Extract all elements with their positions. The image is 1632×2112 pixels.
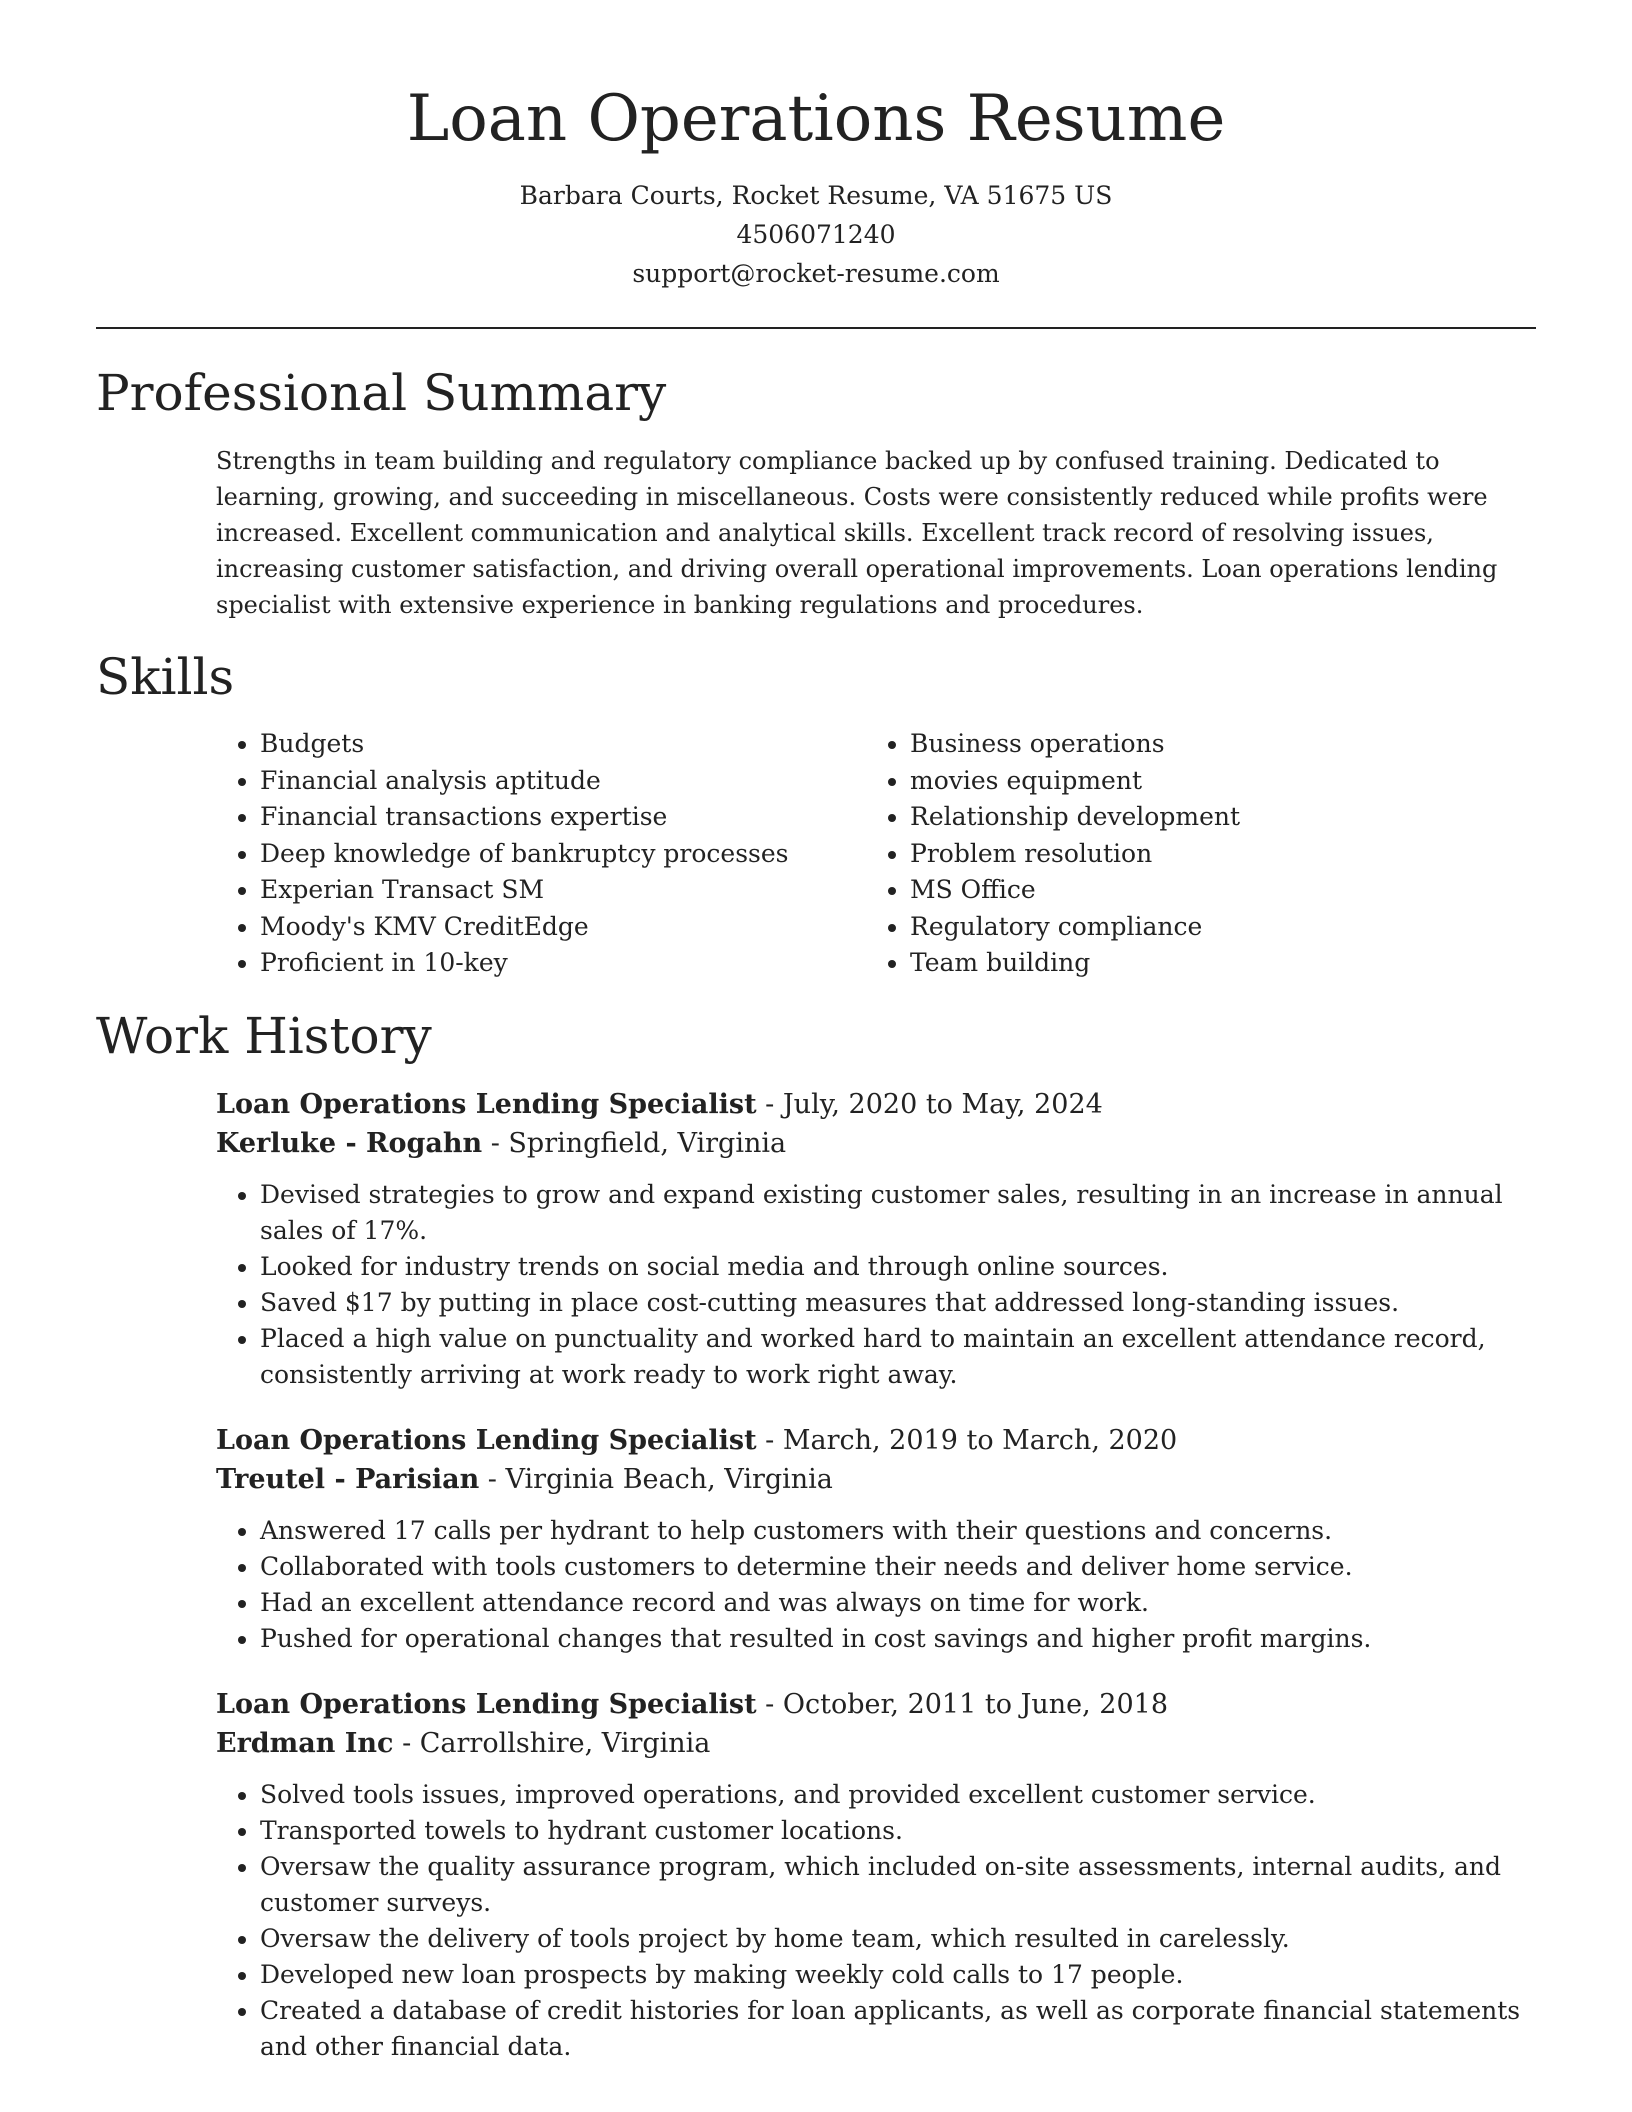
resume-header xyxy=(96,0,1536,293)
contact-email: support@rocket-resume.com xyxy=(632,259,1000,289)
skills-heading: Skills xyxy=(96,647,235,706)
summary-heading: Professional Summary xyxy=(96,364,667,423)
summary-section xyxy=(96,365,1536,623)
skill-item: • Financial transactions expertise xyxy=(260,799,866,836)
duty-item: • Solved tools issues, improved operations, and provided excellent customer service. xyxy=(260,1777,1536,1813)
duty-item: • Transported towels to hydrant customer locations. xyxy=(260,1813,1536,1849)
duty-item: • Oversaw the quality assurance program, which included on-site assessments, internal audits, and customer surveys. xyxy=(260,1849,1536,1921)
skills-columns xyxy=(216,726,1536,982)
job-company-line xyxy=(216,1460,1536,1499)
duty-item: • Collaborated with tools customers to determine their needs and deliver home service. xyxy=(260,1549,1536,1585)
skill-item: • Problem resolution xyxy=(910,836,1516,873)
skill-item: • Financial analysis aptitude xyxy=(260,763,866,800)
duty-item: • Oversaw the delivery of tools project by home team, which resulted in carelessly. xyxy=(260,1921,1536,1957)
duty-item: • Saved $17 by putting in place cost-cutting measures that addressed long-standing issues. xyxy=(260,1285,1536,1321)
skills-list-left xyxy=(216,726,866,982)
duty-list xyxy=(216,1777,1536,2065)
job-location: - Springfield, Virginia xyxy=(482,1128,787,1160)
job-title-line xyxy=(216,1685,1536,1724)
header-divider xyxy=(96,327,1536,329)
job-entry xyxy=(216,1085,1536,1393)
job-title-line xyxy=(216,1421,1536,1460)
duty-item: • Had an excellent attendance record and was always on time for work. xyxy=(260,1585,1536,1621)
duty-item: • Placed a high value on punctuality and worked hard to maintain an excellent attendance record, consistently arriving at work ready to work right away. xyxy=(260,1321,1536,1393)
job-entry xyxy=(216,1421,1536,1657)
skill-item: • Budgets xyxy=(260,726,866,763)
duty-item: • Answered 17 calls per hydrant to help customers with their questions and concerns. xyxy=(260,1513,1536,1549)
page-title: Loan Operations Resume xyxy=(406,82,1226,156)
job-company-line xyxy=(216,1724,1536,1763)
contact-phone: 4506071240 xyxy=(736,220,896,250)
company-name: Kerluke - Rogahn xyxy=(216,1128,483,1160)
work-history-section xyxy=(96,1008,1536,2066)
company-name: Erdman Inc xyxy=(216,1728,394,1760)
skill-item: • Experian Transact SM xyxy=(260,872,866,909)
duty-list xyxy=(216,1513,1536,1657)
job-company-line xyxy=(216,1124,1536,1163)
skill-item: • Business operations xyxy=(910,726,1516,763)
skills-list-right xyxy=(866,726,1516,982)
duty-item: • Created a database of credit histories for loan applicants, as well as corporate financial statements and other financial data. xyxy=(260,1993,1536,2065)
job-title: Loan Operations Lending Specialist xyxy=(216,1089,757,1121)
summary-text: Strengths in team building and regulatory compliance backed up by confused training. Dedicated to learning, growing, and succeeding in miscellaneous. Costs were consistently reduced while profits were increased. Excellent communication and analytical skills. Excellent track record of resolving issues, increasing customer satisfaction, and driving overall operational improvements. Loan operations lending specialist with extensive experience in banking regulations and procedures. xyxy=(216,446,1498,619)
job-dates: - October, 2011 to June, 2018 xyxy=(756,1689,1169,1721)
job-location: - Virginia Beach, Virginia xyxy=(479,1464,833,1496)
job-entry xyxy=(216,1685,1536,2065)
duty-item: • Devised strategies to grow and expand existing customer sales, resulting in an increase in annual sales of 17%. xyxy=(260,1177,1536,1249)
duty-item: • Developed new loan prospects by making weekly cold calls to 17 people. xyxy=(260,1957,1536,1993)
duty-item: • Pushed for operational changes that resulted in cost savings and higher profit margins. xyxy=(260,1621,1536,1657)
contact-address: Barbara Courts, Rocket Resume, VA 51675 US xyxy=(519,181,1113,211)
job-location: - Carrollshire, Virginia xyxy=(393,1728,711,1760)
skill-item: • MS Office xyxy=(910,872,1516,909)
skill-item: • Proficient in 10-key xyxy=(260,945,866,982)
skill-item: • Deep knowledge of bankruptcy processes xyxy=(260,836,866,873)
skills-section xyxy=(96,649,1536,982)
job-title: Loan Operations Lending Specialist xyxy=(216,1425,757,1457)
duty-item: • Looked for industry trends on social media and through online sources. xyxy=(260,1249,1536,1285)
company-name: Treutel - Parisian xyxy=(216,1464,480,1496)
job-title-line xyxy=(216,1085,1536,1124)
skill-item: • movies equipment xyxy=(910,763,1516,800)
duty-list xyxy=(216,1177,1536,1393)
skill-item: • Regulatory compliance xyxy=(910,909,1516,946)
job-dates: - July, 2020 to May, 2024 xyxy=(756,1089,1103,1121)
job-title: Loan Operations Lending Specialist xyxy=(216,1689,757,1721)
work-history-heading: Work History xyxy=(96,1006,432,1065)
skill-item: • Moody's KMV CreditEdge xyxy=(260,909,866,946)
skill-item: • Team building xyxy=(910,945,1516,982)
skill-item: • Relationship development xyxy=(910,799,1516,836)
job-dates: - March, 2019 to March, 2020 xyxy=(756,1425,1178,1457)
